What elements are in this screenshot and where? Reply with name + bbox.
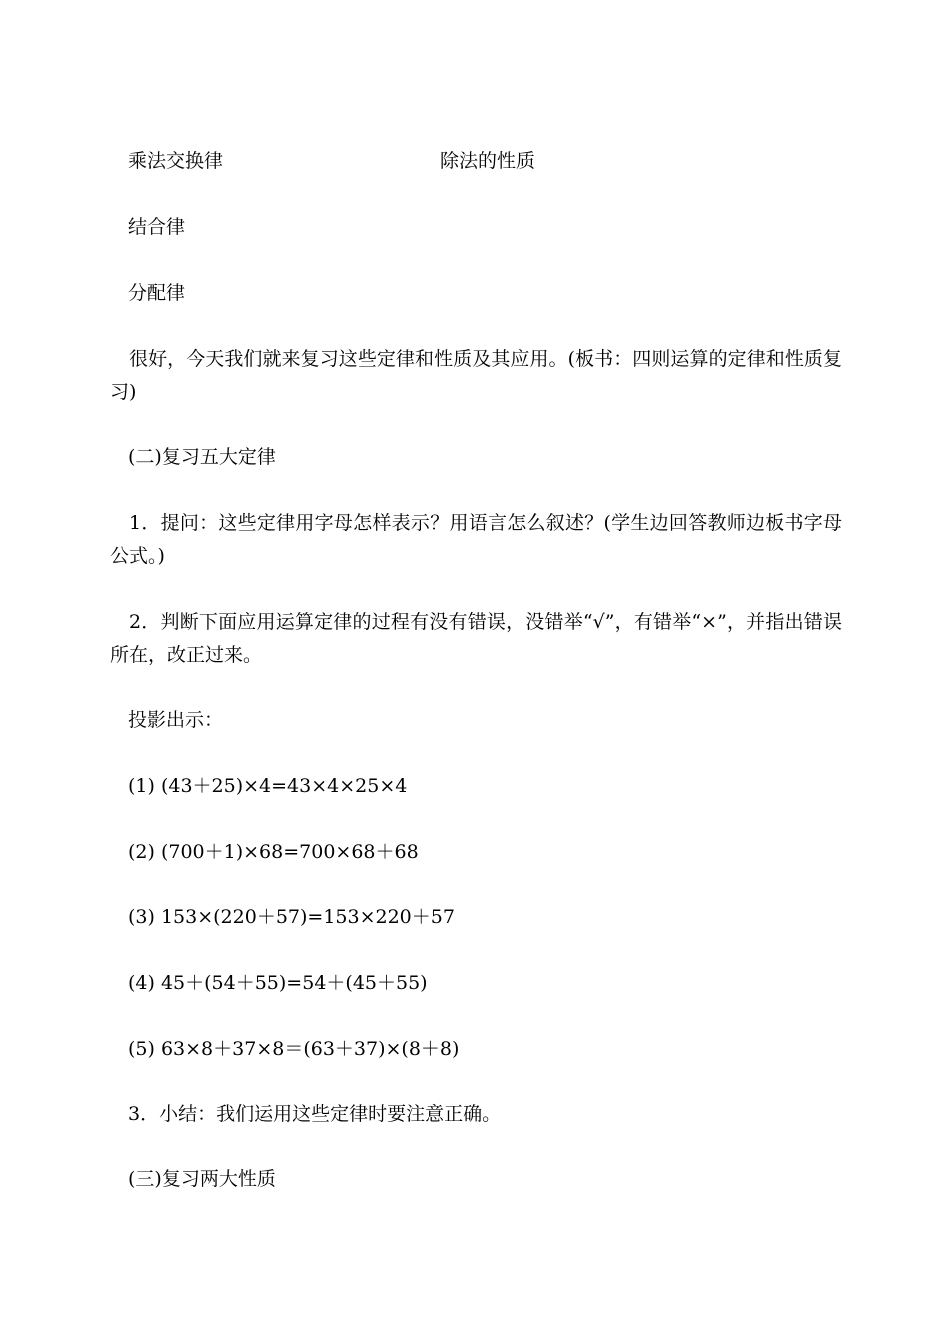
- exercise-item: (3) 153×(220＋57)=153×220＋57: [128, 906, 455, 928]
- item-question: 1．提问：这些定律用字母怎样表示？用语言怎么叙述？(学生边回答教师边板书字母公式。): [110, 512, 842, 567]
- heading-review-two-properties: (三)复习两大性质: [128, 1168, 276, 1190]
- paragraph-intro: 很好，今天我们就来复习这些定律和性质及其应用。(板书：四则运算的定律和性质复习): [110, 348, 842, 403]
- text-multiplication-commutative: 乘法交换律: [128, 150, 224, 172]
- exercise-item: (1) (43＋25)×4=43×4×25×4: [128, 775, 408, 797]
- exercise-item: (5) 63×8＋37×8＝(63＋37)×(8＋8): [128, 1038, 460, 1060]
- text-projection-label: 投影出示：: [128, 709, 224, 731]
- text-division-property: 除法的性质: [440, 150, 536, 172]
- exercise-item: (4) 45＋(54＋55)=54＋(45＋55): [128, 972, 428, 994]
- item-judge: 2．判断下面应用运算定律的过程有没有错误，没错举“√”，有错举“×”，并指出错误所在，改正过来。: [110, 611, 842, 666]
- heading-review-five-laws: (二)复习五大定律: [128, 446, 276, 468]
- text-associative-law: 结合律: [128, 216, 186, 238]
- item-summary: 3．小结：我们运用这些定律时要注意正确。: [128, 1103, 502, 1125]
- exercise-item: (2) (700＋1)×68=700×68＋68: [128, 841, 419, 863]
- text-distributive-law: 分配律: [128, 282, 186, 304]
